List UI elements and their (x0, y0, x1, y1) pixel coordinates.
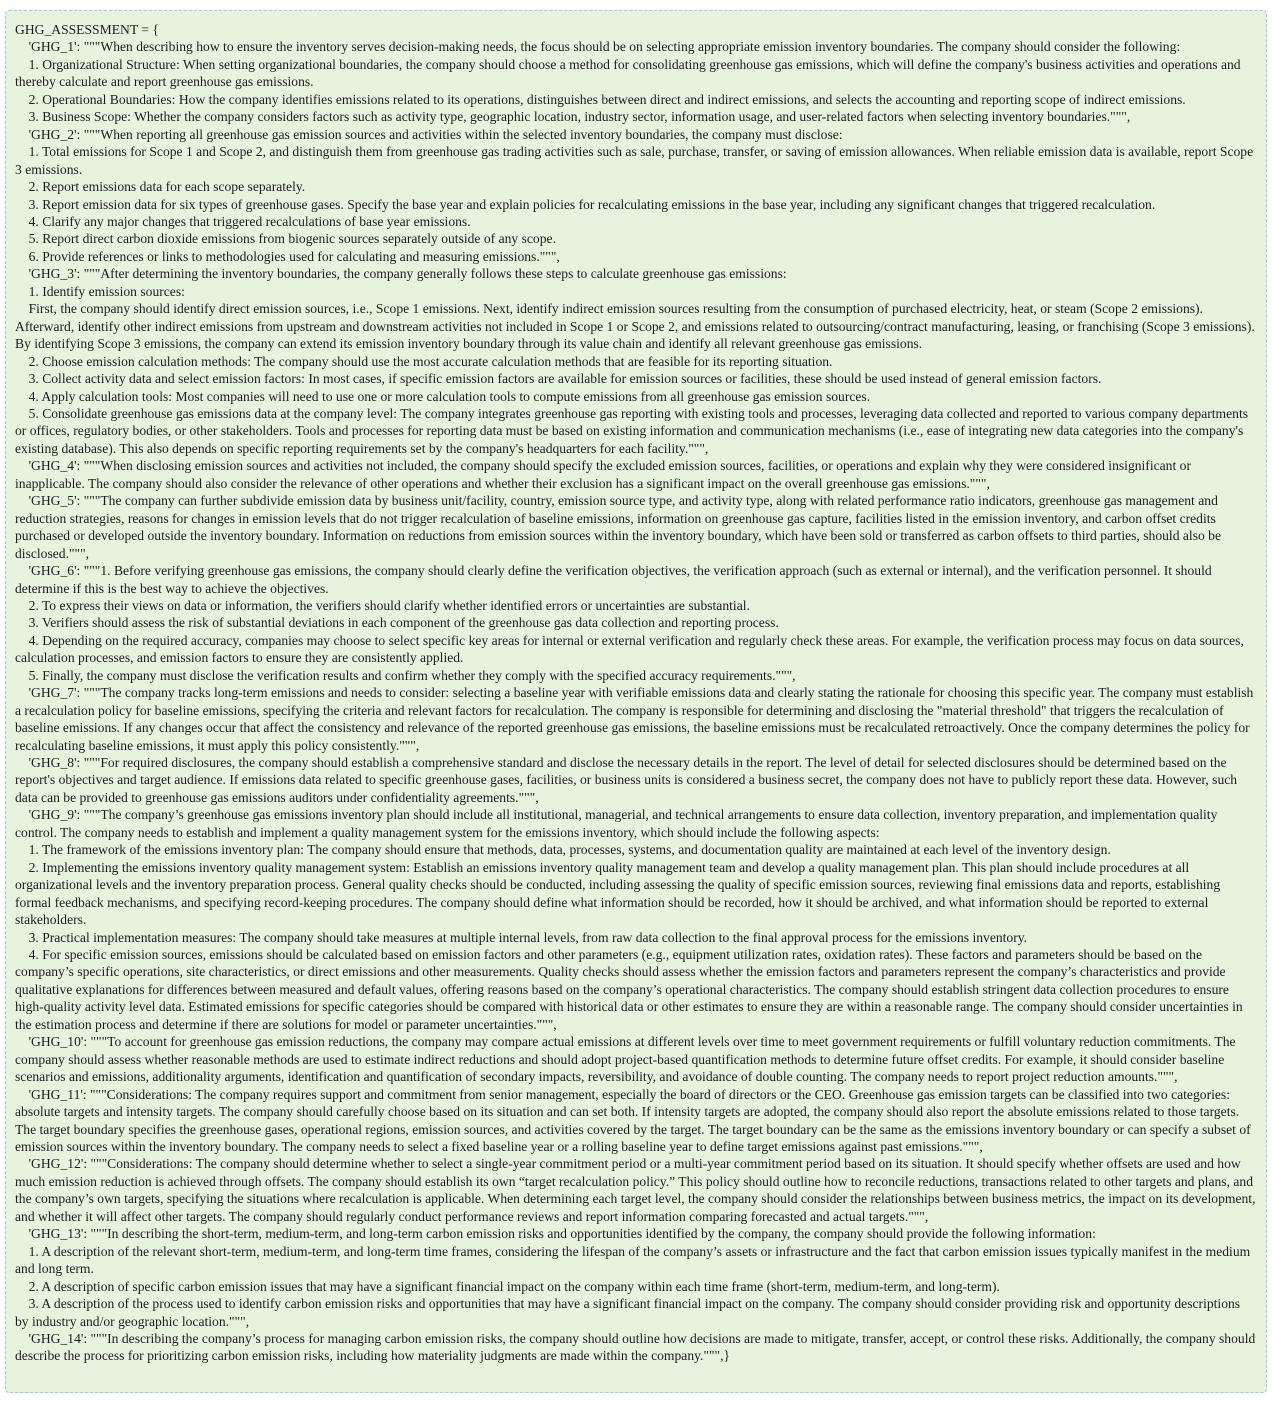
code-line: 'GHG_13': """In describing the short-term, medium-term, and long-term carbon emission risks and opportunities identified by the company, the company should provide the following information: (15, 1226, 1096, 1242)
code-line: 'GHG_14': """In describing the company’s process for managing carbon emission risks, the company should outline how decisions are made to mitigate, transfer, accept, or control these risks. Additionally, the company should describe the process for prioritizing carbon emission risks, including how materiality judgments are made within the company.""",} (15, 1330, 1259, 1364)
code-line: 4. For specific emission sources, emissions should be calculated based on emission factors and other parameters (e.g., equipment utilization rates, oxidation rates). These factors and parameters should be based on the company’s specific operations, site characteristics, or direct emissions and other measurements. Quality checks should assess whether the emission factors and parameters represent the company’s characteristics and provide qualitative explanations for differences between measured and default values, offering reasons based on the company’s operational characteristics. The company should establish stringent data collection procedures to ensure high-quality activity level data. Estimated emissions for specific categories should be compared with historical data or other estimates to ensure they are within a reasonable range. The company should consider uncertainties in the estimation process and determine if there are solutions for model or parameter uncertainties.""", (15, 947, 1247, 1032)
code-line: 'GHG_11': """Considerations: The company requires support and commitment from senior management, especially the board of directors or the CEO. Greenhouse gas emission targets can be classified into two categories: absolute targets and intensity targets. The company should carefully choose based on its situation and can set both. If intensity targets are adopted, the company should also report the absolute emissions related to those targets. The target boundary specifies the greenhouse gases, operational regions, emission sources, and activities covered by the target. The target boundary can be the same as the emissions inventory boundary or can specify a subset of emission sources within the inventory boundary. The company needs to select a fixed baseline year or a rolling baseline year to define target emissions against past emissions.""", (15, 1086, 1255, 1154)
code-line: 3. Collect activity data and select emission factors: In most cases, if specific emission factors are available for emission sources or facilities, these should be used instead of general emission factors. (15, 371, 1102, 387)
code-line: 'GHG_5': """The company can further subdivide emission data by business unit/facility, country, emission source type, and activity type, along with related performance ratio indicators, greenhouse gas management and reduction strategies, reasons for changes in emission levels that do not trigger recalculation of baseline emissions, information on greenhouse gas capture, facilities listed in the emission inventory, and carbon offset credits purchased or developed outside the inventory boundary. Information on reductions from emission sources within the inventory boundary, which have been sold or transferred as carbon offsets to third parties, should also be disclosed.""", (15, 493, 1225, 561)
code-line: 4. Clarify any major changes that triggered recalculations of base year emissions. (15, 213, 471, 229)
code-line: 2. Operational Boundaries: How the company identifies emissions related to its operations, distinguishes between direct and indirect emissions, and selects the accounting and reporting scope of indirect emissions. (15, 91, 1186, 107)
code-line: 1. A description of the relevant short-term, medium-term, and long-term time frames, considering the lifespan of the company’s assets or infrastructure and the fact that carbon emission issues typically manifest in the medium and long term. (15, 1243, 1254, 1277)
code-line: 3. Report emission data for six types of greenhouse gases. Specify the base year and explain policies for recalculating emissions in the base year, including any significant changes that triggered recalculation. (15, 196, 1156, 212)
code-line: 3. Practical implementation measures: The company should take measures at multiple internal levels, from raw data collection to the final approval process for the emissions inventory. (15, 929, 1028, 945)
code-line: 5. Report direct carbon dioxide emissions from biogenic sources separately outside of any scope. (15, 231, 556, 247)
code-line: 'GHG_4': """When disclosing emission sources and activities not included, the company should specify the excluded emission sources, facilities, or operations and explain why they were considered insignificant or inapplicable. The company should also consider the relevance of other operations and whether their exclusion has a significant impact on the overall greenhouse gas emissions.""", (15, 458, 1195, 491)
code-line: 'GHG_9': """The company’s greenhouse gas emissions inventory plan should include all institutional, managerial, and technical arrangements to ensure data collection, inventory preparation, and implementation quality control. The company needs to establish and implement a quality management system for the emissions inventory, which should include the following aspects: (15, 807, 1221, 840)
code-line: 6. Provide references or links to methodologies used for calculating and measuring emissions.""", (15, 248, 560, 264)
code-line: 2. Choose emission calculation methods: The company should use the most accurate calculation methods that are feasible for its reporting situation. (15, 353, 833, 369)
code-line: 4. Apply calculation tools: Most companies will need to use one or more calculation tools to compute emissions from all greenhouse gas emission sources. (15, 388, 871, 404)
code-line: 3. Verifiers should assess the risk of substantial deviations in each component of the greenhouse gas data collection and reporting process. (15, 615, 779, 631)
code-line: 2. To express their views on data or information, the verifiers should clarify whether identified errors or uncertainties are substantial. (15, 597, 750, 613)
code-line: 'GHG_12': """Considerations: The company should determine whether to select a single-year commitment period or a multi-year commitment period based on its situation. It should specify whether offsets are used and how much emission reduction is achieved through offsets. The company should establish its own “target recalculation policy.” This policy should outline how to reconcile reductions, transactions related to other targets and plans, and the company’s own targets, specifying the situations where recalculation is applicable. When determining each target level, the company should consider the relationships between business metrics, the impact on its development, and whether it will affect other targets. The company should regularly conduct performance reviews and report information comparing forecasted and actual targets.""", (15, 1156, 1259, 1224)
code-line: 1. Organizational Structure: When setting organizational boundaries, the company should choose a method for consolidating greenhouse gas emissions, which will define the company's business activities and operations and thereby calculate and report greenhouse gas emissions. (15, 56, 1245, 90)
code-line: 2. Implementing the emissions inventory quality management system: Establish an emissions inventory quality management team and develop a quality management plan. This plan should include procedures at all organizational levels and the inventory preparation process. General quality checks should be conducted, including assessing the quality of specific emission sources, reviewing final emissions data and reports, establishing formal feedback mechanisms, and specifying record-keeping procedures. The company should define what information should be recorded, how it should be archived, and what information should be reported to external stakeholders. (15, 859, 1224, 928)
code-line: 'GHG_8': """For required disclosures, the company should establish a comprehensive standard and disclose the necessary details in the report. The level of detail for selected disclosures should be determined based on the report's objectives and target audience. If emissions data related to specific greenhouse gases, facilities, or business units is considered a business secret, the company does not have to publicly report these data. However, such data can be provided to greenhouse gas emissions auditors under confidentiality agreements.""", (15, 755, 1241, 805)
code-line: 1. The framework of the emissions inventory plan: The company should ensure that methods, data, processes, systems, and documentation quality are maintained at each level of the inventory design. (15, 842, 1111, 858)
code-text (15, 21, 1257, 1365)
code-line: 3. A description of the process used to identify carbon emission risks and opportunities that may have a significant financial impact on the company. The company should consider providing risk and opportunity descriptions by industry and/or geographic location.""", (15, 1296, 1244, 1329)
code-line: 1. Total emissions for Scope 1 and Scope 2, and distinguish them from greenhouse gas trading activities such as sale, purchase, transfer, or saving of emission allowances. When reliable emission data is available, report Scope 3 emissions. (15, 144, 1257, 177)
code-line: 'GHG_6': """1. Before verifying greenhouse gas emissions, the company should clearly define the verification objectives, the verification approach (such as external or internal), and the verification personnel. It should determine if this is the best way to achieve the objectives. (15, 563, 1216, 596)
code-line: 5. Finally, the company must disclose the verification results and confirm whether they comply with the specified accuracy requirements.""", (15, 667, 796, 683)
code-panel (5, 10, 1267, 1393)
code-line: 2. Report emissions data for each scope separately. (15, 179, 306, 195)
code-line: First, the company should identify direct emission sources, i.e., Scope 1 emissions. Next, identify indirect emission sources resulting from the consumption of purchased electricity, heat, or steam (Scope 2 emissions). Afterward, identify other indirect emissions from upstream and downstream activities not included in Scope 1 or Scope 2, and emissions related to outsourcing/contract manufacturing, leasing, or franchising (Scope 3 emissions). By identifying Scope 3 emissions, the company can extend its emission inventory boundary through its value chain and identify all relevant greenhouse gas emissions. (15, 301, 1259, 352)
code-line: 'GHG_1': """When describing how to ensure the inventory serves decision-making needs, the focus should be on selecting appropriate emission inventory boundaries. The company should consider the following: (15, 39, 1181, 55)
code-line: 'GHG_7': """The company tracks long-term emissions and needs to consider: selecting a baseline year with verifiable emissions data and clearly stating the rationale for choosing this specific year. The company must establish a recalculation policy for baseline emissions, specifying the criteria and relevant factors for recalculation. The company is responsible for determining and disclosing the "material threshold" that triggers the recalculation of baseline emissions. If any changes occur that affect the consistency and relevance of the reported greenhouse gas emissions, the baseline emissions must be recalculated retroactively. Once the company determines the policy for recalculating baseline emissions, it must apply this policy consistently.""", (15, 685, 1257, 753)
code-line: 1. Identify emission sources: (15, 283, 185, 299)
code-line: 5. Consolidate greenhouse gas emissions data at the company level: The company integrates greenhouse gas reporting with existing tools and processes, leveraging data collected and reported to various company departments or offices, regulatory bodies, or other stakeholders. Tools and processes for reporting data must be based on existing information and communication mechanisms (i.e., ease of integrating new data categories into the company's existing database). This also depends on specific reporting requirements set by the company's headquarters for each facility.""", (15, 405, 1252, 456)
code-line: 3. Business Scope: Whether the company considers factors such as activity type, geographic location, industry sector, information usage, and user-related factors when selecting inventory boundaries.""", (15, 109, 1131, 125)
code-line: 'GHG_3': """After determining the inventory boundaries, the company generally follows these steps to calculate greenhouse gas emissions: (15, 266, 787, 282)
code-line: 4. Depending on the required accuracy, companies may choose to select specific key areas for internal or external verification and regularly check these areas. For example, the verification process may focus on data sources, calculation processes, and emission factors to ensure they are consistently applied. (15, 632, 1248, 666)
code-line: 'GHG_2': """When reporting all greenhouse gas emission sources and activities within the selected inventory boundaries, the company must disclose: (15, 126, 843, 142)
code-line: 2. A description of specific carbon emission issues that may have a significant financial impact on the company within each time frame (short-term, medium-term, and long-term). (15, 1278, 1000, 1294)
code-line: 'GHG_10': """To account for greenhouse gas emission reductions, the company may compare actual emissions at different levels over time to meet government requirements or fulfill voluntary reduction commitments. The company should assess whether reasonable methods are used to estimate indirect reductions and should adopt project-based quantification methods to determine future offset credits. For example, it should consider baseline scenarios and emissions, additionality arguments, identification and quantification of secondary impacts, reversibility, and avoidance of double counting. The company needs to report project reduction amounts.""", (15, 1034, 1239, 1085)
code-line: GHG_ASSESSMENT = { (15, 22, 159, 37)
